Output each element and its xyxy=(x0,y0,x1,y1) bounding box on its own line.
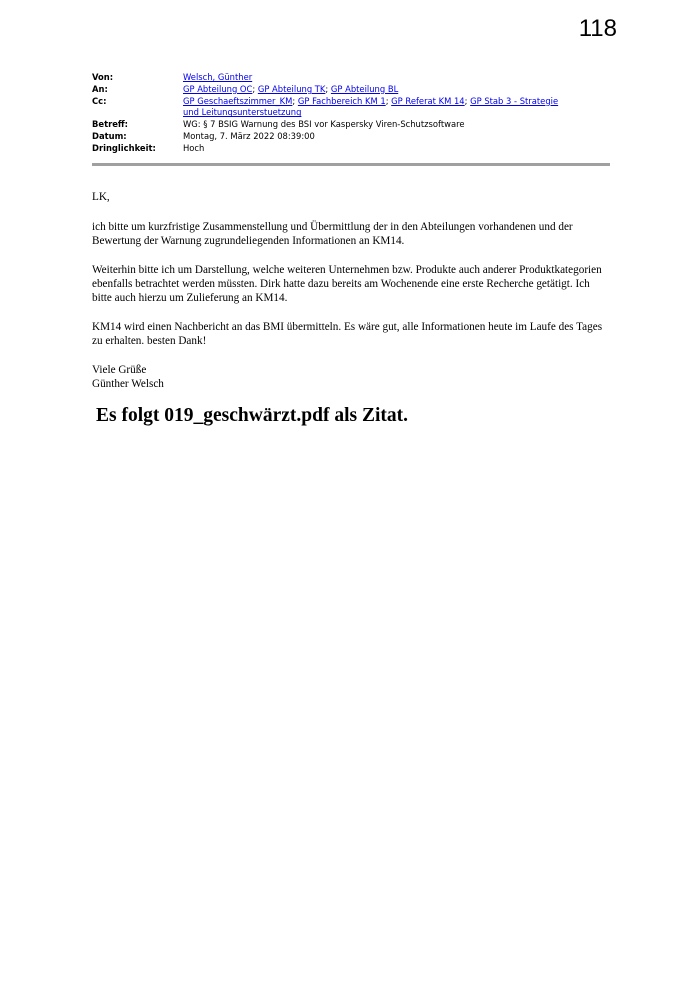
cc-row: Cc: GP Geschaeftszimmer_KM; GP Fachbereich KM 1; GP Referat KM 14; GP Stab 3 - Strategie und Leitungsunterstuetzung xyxy=(92,95,559,118)
importance-value: Hoch xyxy=(183,142,205,153)
date-row xyxy=(92,131,610,143)
subject-row xyxy=(92,119,610,131)
cc-recipient-link[interactable]: GP Fachbereich KM 1 xyxy=(297,95,386,106)
page-number: 118 xyxy=(578,15,617,42)
to-row: An: GP Abteilung OC; GP Abteilung TK; GP Abteilung BL xyxy=(92,83,399,94)
cc-recipient-link[interactable]: GP Stab 3 - Strategie und Leitungsunterstuetzung xyxy=(183,95,559,118)
header-divider xyxy=(92,163,610,166)
from-link[interactable]: Welsch, Günther xyxy=(183,72,253,82)
to-recipient-link[interactable]: GP Abteilung BL xyxy=(330,83,399,94)
to-label: An: xyxy=(92,83,108,94)
body-paragraph: Weiterhin bitte ich um Darstellung, welche weiteren Unternehmen bzw. Produkte auch anderer Produktkategorien ebenfalls betrachtet werden müssten. Dirk hatte dazu bereits am Wochenende eine erste Recherche getätigt. Ich bitte auch hierzu um Zulieferung an KM14. xyxy=(92,264,602,304)
to-recipient-link[interactable]: GP Abteilung TK xyxy=(257,83,326,94)
date-label: Datum: xyxy=(92,130,127,141)
importance-label: Dringlichkeit: xyxy=(92,142,156,153)
from-label: Von: xyxy=(92,72,114,82)
from-row xyxy=(92,72,610,84)
subject-value: WG: § 7 BSIG Warnung des BSI vor Kaspersky Viren-Schutzsoftware xyxy=(183,119,465,130)
signature: Günther Welsch xyxy=(92,378,164,390)
importance-row xyxy=(92,143,610,155)
closing: Viele Grüße xyxy=(92,364,147,376)
email-body xyxy=(92,190,612,391)
date-value: Montag, 7. März 2022 08:39:00 xyxy=(183,130,315,141)
email-header xyxy=(92,72,610,155)
greeting: LK, xyxy=(92,191,110,203)
body-paragraph: ich bitte um kurzfristige Zusammenstellung und Übermittlung der in den Abteilungen vorhandenen und der Bewertung der Warnung zugrundeliegenden Informationen an KM14. xyxy=(92,221,573,247)
quote-note: Es folgt 019_geschwärzt.pdf als Zitat. xyxy=(96,405,408,426)
body-paragraph: KM14 wird einen Nachbericht an das BMI übermitteln. Es wäre gut, alle Informationen heute im Laufe des Tages zu erhalten. besten Dank! xyxy=(92,321,603,347)
cc-recipient-link[interactable]: GP Referat KM 14 xyxy=(391,95,465,106)
cc-label: Cc: xyxy=(92,95,107,106)
cc-recipient-link[interactable]: GP Geschaeftszimmer_KM xyxy=(183,95,293,106)
subject-label: Betreff: xyxy=(92,119,129,130)
to-recipient-link[interactable]: GP Abteilung OC xyxy=(183,83,253,94)
